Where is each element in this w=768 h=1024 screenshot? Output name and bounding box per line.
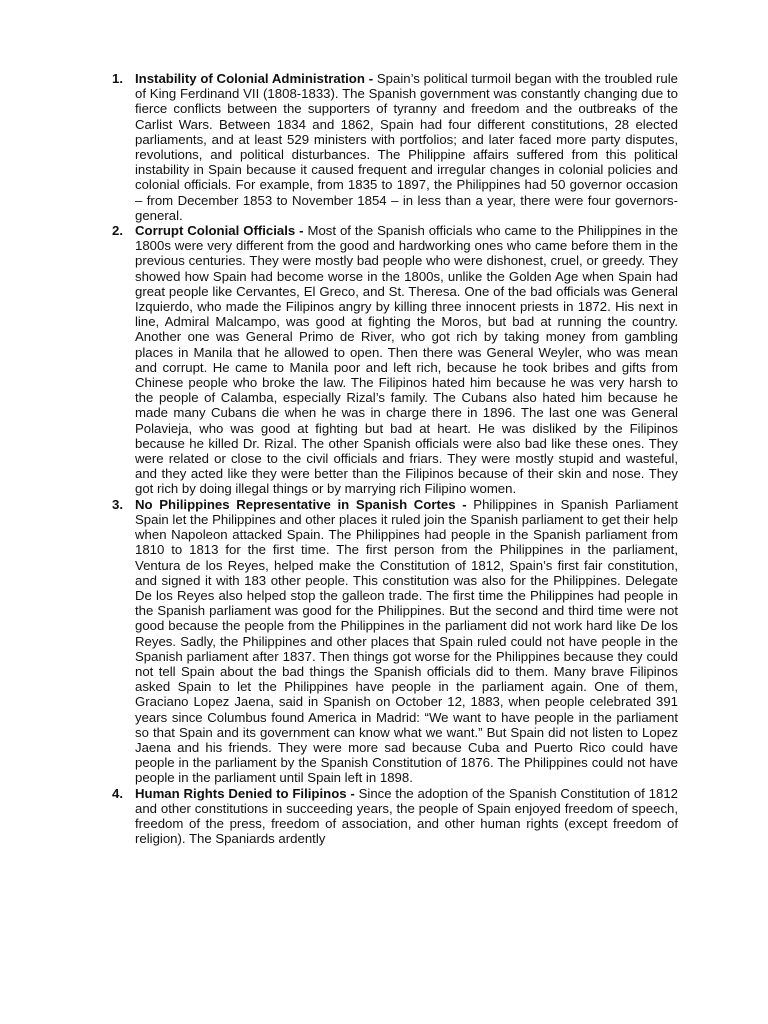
item-number: 3. bbox=[112, 496, 123, 512]
item-number: 1. bbox=[112, 71, 123, 86]
item-body: Philippines in Spanish Parliament Spain let the Philippines and other places it ruled join the Spanish parliament to get their help when Napoleon attacked Spain. The Philippines had people in the Spanish parliament from 1810 to 1813 for the first time. The first person from the Philippines in the parliament, Ventura de los Reyes, helped make the Constitution of 1812, Spain’s first fair constitution, and signed it with 183 other people. This constitution was also for the Philippines. Delegate De los Reyes also helped stop the galleon trade. The first time the Philippines had people in the Spanish parliament was good for the Philippines. But the second and third time were not good because the people from the Philippines in the parliament did not work hard like De los Reyes. Sadly, the Philippines and other places that Spain ruled could not have people in the Spanish parliament after 1837. Then things got worse for the Philippines because they could not tell Spain about the bad things the Spanish officials did to them. Many brave Filipinos asked Spain to let the Philippines have people in the parliament again. One of them, Graciano Lopez Jaena, said in Spanish on October 12, 1883, when people celebrated 391 years since Columbus found America in Madrid: “We want to have people in the parliament so that Spain and its government can know what we want.” But Spain did not listen to Lopez Jaena and his friends. They were more sad because Cuba and Puerto Rico could have people in the parliament by the Spanish Constitution of 1876. The Philippines could not have people in the parliament until Spain left in 1898. bbox=[135, 496, 678, 786]
list-item-2 bbox=[100, 223, 678, 497]
numbered-list bbox=[100, 71, 678, 846]
list-item-3 bbox=[100, 497, 678, 786]
list-item-1 bbox=[100, 71, 678, 223]
item-body: Most of the Spanish officials who came to the Philippines in the 1800s were very different from the good and hardworking ones who came before them in the previous centuries. They were mostly bad people who were dishonest, cruel, or greedy. They showed how Spain had become worse in the 1800s, unlike the Golden Age when Spain had great people like Cervantes, El Greco, and St. Theresa. One of the bad officials was General Izquierdo, who made the Filipinos angry by killing three innocent priests in 1872. His next in line, Admiral Malcampo, was good at fighting the Moros, but bad at running the country. Another one was General Primo de River, who got rich by taking money from gambling places in Manila that he allowed to open. Then there was General Weyler, who was mean and corrupt. He came to Manila poor and left rich, because he took bribes and gifts from Chinese people who broke the law. The Filipinos hated him because he was very harsh to the people of Calamba, especially Rizal’s family. The Cubans also hated him because he made many Cubans die when he was in charge there in 1896. The last one was General Polavieja, who was good at fighting but bad at heart. He was disliked by the Filipinos because he killed Dr. Rizal. The other Spanish officials were also bad like these ones. They were related or close to the civil officials and friars. They were mostly stupid and wasteful, and they acted like they were better than the Filipinos because of their skin and nose. They got rich by doing illegal things or by marrying rich Filipino women. bbox=[135, 223, 679, 497]
item-number: 4. bbox=[112, 785, 123, 801]
item-body: Since the adoption of the Spanish Constitution of 1812 and other constitutions in succeeding years, the people of Spain enjoyed freedom of speech, freedom of the press, freedom of association, and other human rights (except freedom of religion). The Spaniards ardently bbox=[135, 785, 678, 847]
item-heading: Corrupt Colonial Officials - bbox=[135, 223, 304, 239]
item-heading: Instability of Colonial Administration - bbox=[135, 71, 374, 86]
item-heading: Human Rights Denied to Filipinos - bbox=[135, 785, 355, 801]
item-heading: No Philippines Representative in Spanish Cortes - bbox=[135, 496, 467, 512]
item-number: 2. bbox=[112, 223, 123, 239]
list-item-4 bbox=[100, 786, 678, 847]
item-body: Spain’s political turmoil began with the troubled rule of King Ferdinand VII (1808-1833). The Spanish government was constantly changing due to fierce conflicts between the supporters of tyranny and freedom and the outbreaks of the Carlist Wars. Between 1834 and 1862, Spain had four different constitutions, 28 elected parliaments, and at least 529 ministers with portfolios; and later faced more party disputes, revolutions, and political disturbances. The Philippine affairs suffered from this political instability in Spain because it caused frequent and irregular changes in colonial policies and colonial officials. For example, from 1835 to 1897, the Philippines had 50 governor occasion – from December 1853 to November 1854 – in less than a year, there were four governors-general. bbox=[135, 71, 678, 223]
